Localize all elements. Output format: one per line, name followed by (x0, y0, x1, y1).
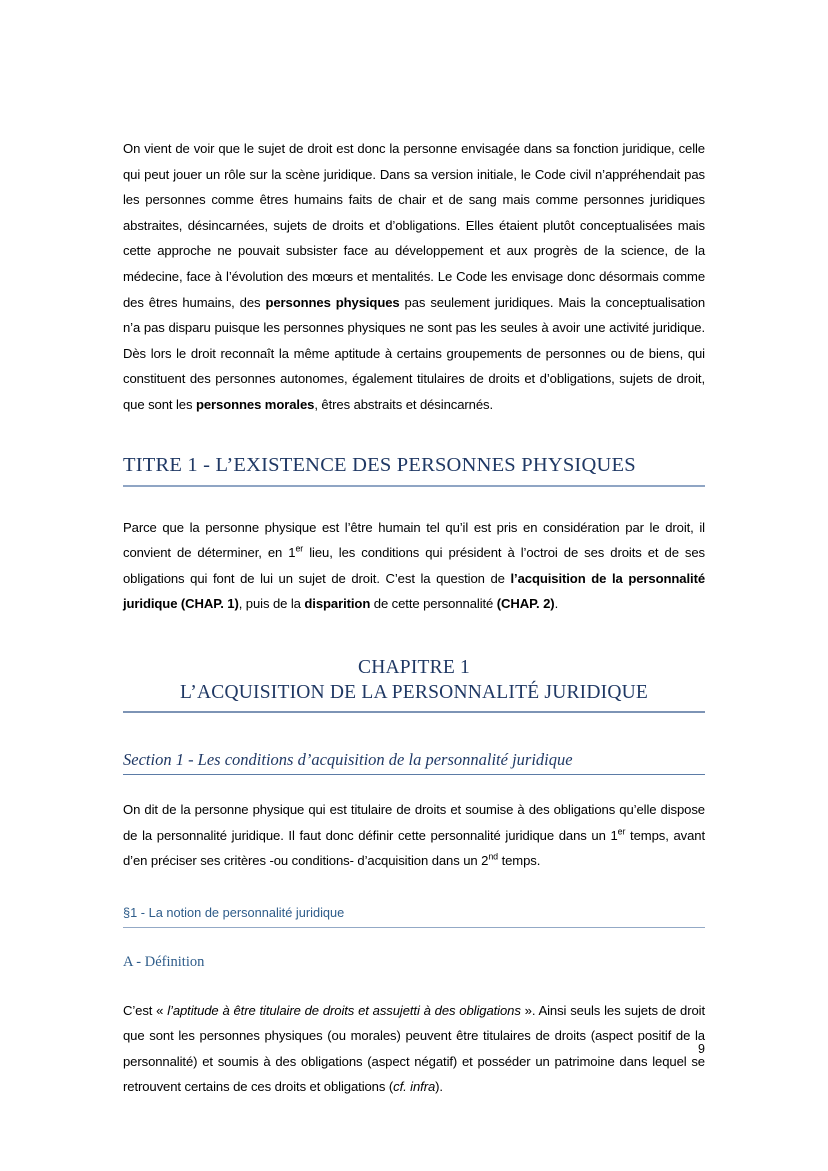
titre1-text-5: . (554, 596, 559, 612)
titre1-heading-block (123, 452, 705, 487)
page-content (123, 136, 705, 1100)
titre1-text-3: , puis de la (238, 596, 305, 612)
section1-text-3: temps. (498, 853, 541, 869)
titre1-divider (123, 485, 705, 487)
definition-text-1: C’est « (123, 1002, 168, 1018)
section1-text-2: temps, avant d’en préciser ses critères -ou conditions- d’acquisition dans un 2 (123, 827, 705, 869)
section1-superscript-er: er (617, 826, 626, 837)
chapitre1-heading-block (123, 655, 705, 713)
titre1-heading: TITRE 1 - L’EXISTENCE DES PERSONNES PHYSIQUES (123, 453, 636, 476)
titre1-superscript-er: er (295, 543, 304, 554)
definition-text-3: ). (435, 1079, 443, 1095)
section1-heading-block (123, 749, 705, 775)
section1-superscript-nd: nd (488, 851, 499, 862)
paragraphe1-divider (123, 927, 705, 928)
page-number: 9 (698, 1042, 705, 1056)
sous-partie-a-heading: A - Définition (123, 953, 205, 970)
titre1-bold-chap2: (CHAP. 2) (496, 596, 555, 612)
titre1-text-4: de cette personnalité (370, 596, 497, 612)
definition-italic-quote: l’aptitude à être titulaire de droits et assujetti à des obligations (167, 1002, 521, 1018)
section1-heading: Section 1 - Les conditions d’acquisition de la personnalité juridique (123, 749, 573, 769)
chapitre1-divider (123, 711, 705, 713)
chapitre1-heading (123, 655, 705, 711)
titre1-text-1: Parce que la personne physique est l’être humain tel qu’il est pris en considération par le droit, il convient de déterminer, en 1 (123, 519, 705, 561)
intro-text-3: , êtres abstraits et désincarnés. (314, 396, 493, 412)
intro-bold-personnes-physiques: personnes physiques (265, 294, 400, 310)
paragraphe1-heading-block (123, 904, 705, 928)
chapitre1-line-1: CHAPITRE 1 (358, 656, 470, 678)
definition-italic-cf-infra: cf. infra (393, 1079, 436, 1095)
intro-text-2: pas seulement juridiques. Mais la conceptualisation n’a pas disparu puisque les personnes physiques ne sont pas les seules à avoir une activité juridique. Dès lors le droit reconnaît la même aptitude à certains groupements de personnes ou de biens, qui constituent des personnes autonomes, également titulaires de droits et d’obligations, sujets de droit, que sont les (123, 294, 706, 412)
paragraphe1-heading: §1 - La notion de personnalité juridique (123, 904, 345, 920)
titre1-paragraph (123, 515, 705, 617)
titre1-text-2: lieu, les conditions qui président à l’octroi de ses droits et de ses obligations qui font de lui un sujet de droit. C’est la question de (123, 545, 705, 586)
intro-bold-personnes-morales: personnes morales (195, 396, 315, 412)
intro-text-1: On vient de voir que le sujet de droit est donc la personne envisagée dans sa fonction juridique, celle qui peut jouer un rôle sur la scène juridique. Dans sa version initiale, le Code civil n’appréhendait pas les personnes comme êtres humains faits de chair et de sang mais comme personnes juridiques abstraites, désincarnées, sujets de droits et d’obligations. Elles étaient plutôt conceptualisées mais cette approche ne pouvait subsister face au développement et aux progrès de la science, de la médecine, face à l’évolution des mœurs et mentalités. Le Code les envisage donc désormais comme des êtres humains, des (123, 141, 705, 310)
section1-divider (123, 774, 705, 775)
titre1-bold-acquisition: l’acquisition de la personnalité juridique (CHAP. 1) (123, 570, 706, 612)
intro-paragraph (123, 136, 705, 418)
sous-partie-a-heading-block (123, 953, 705, 972)
chapitre1-line-2: L’ACQUISITION DE LA PERSONNALITÉ JURIDIQUE (179, 681, 649, 703)
section1-paragraph (123, 797, 705, 874)
section1-text-1: On dit de la personne physique qui est titulaire de droits et soumise à des obligations qu’elle dispose de la personnalité juridique. Il faut donc définir cette personnalité juridique dans un 1 (123, 801, 705, 843)
titre1-bold-disparition: disparition (304, 596, 371, 612)
definition-text-2: ». Ainsi seuls les sujets de droit que sont les personnes physiques (ou morales) peuvent être titulaires de droits (aspect positif de la personnalité) et soumis à des obligations (aspect négatif) et posséder un patrimoine dans lequel se retrouvent certains de ces droits et obligations ( (123, 1002, 705, 1095)
